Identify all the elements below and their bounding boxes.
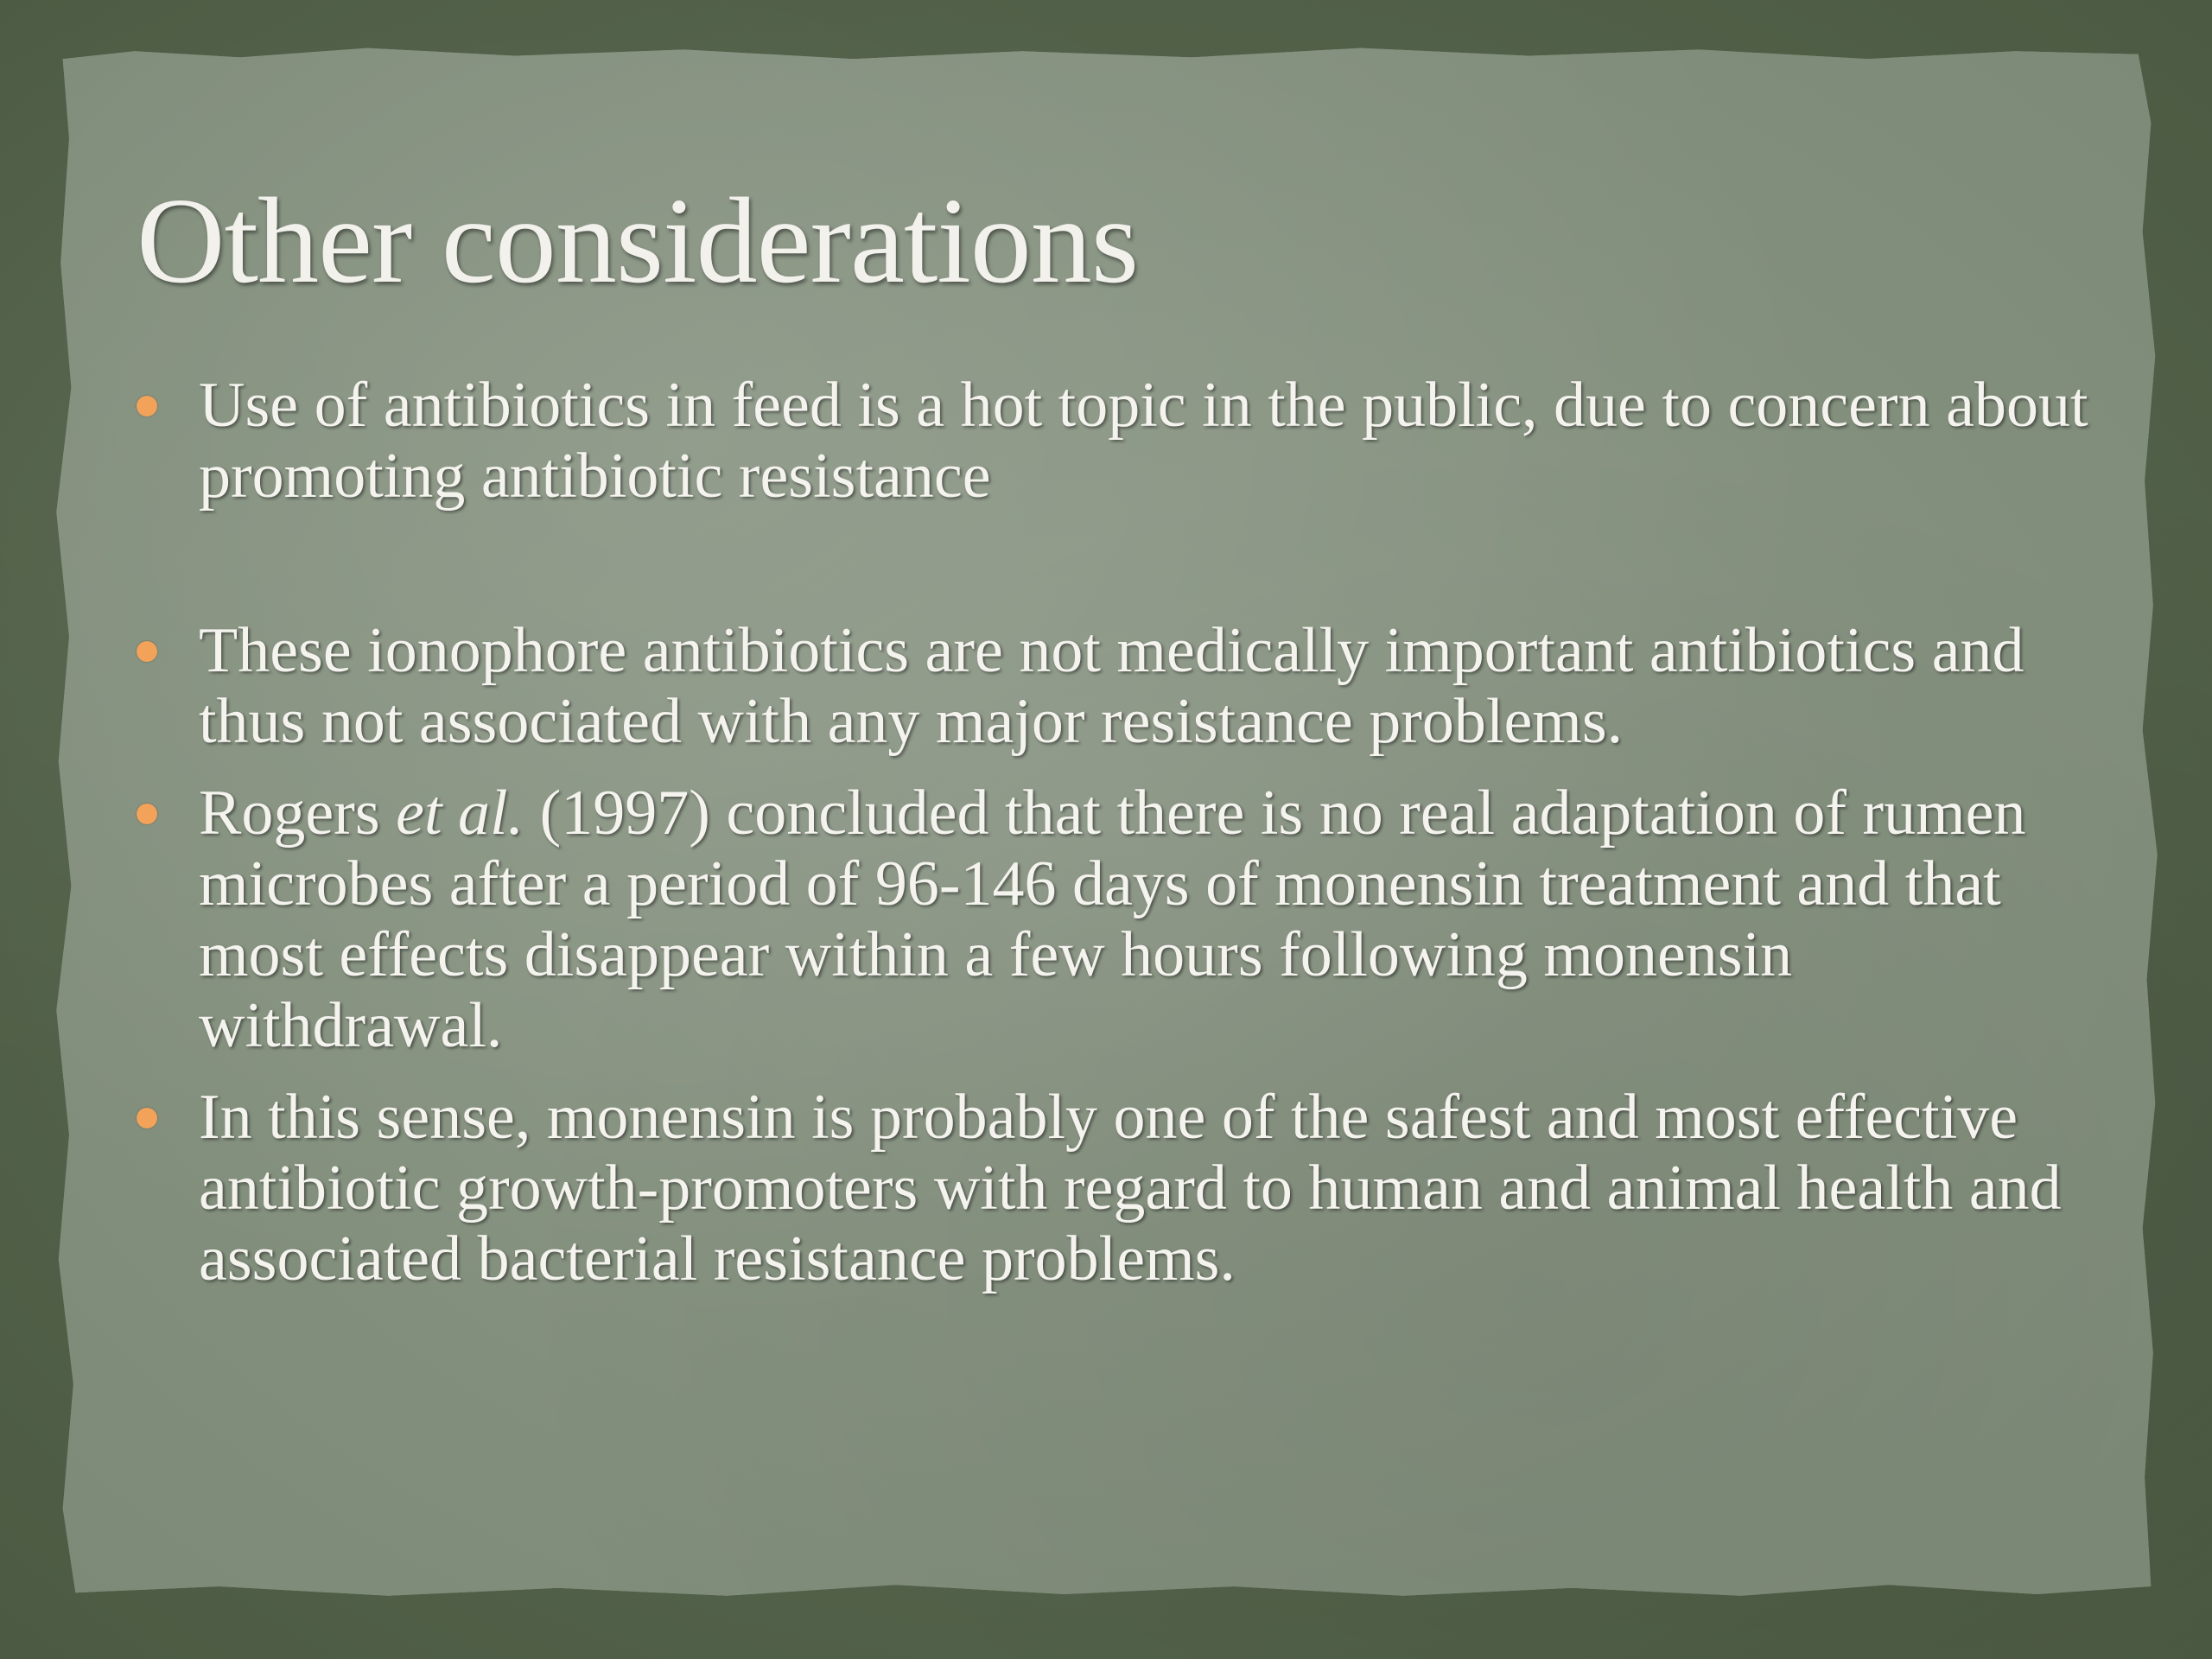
citation-italic: et al. (396, 778, 524, 849)
bullet-item (137, 1082, 2089, 1294)
slide-title: Other considerations (137, 172, 1139, 308)
bullet-text: In this sense, monensin is probably one of the safest and most effective antibiotic growth-promoters with regard to human and animal health and associated bacterial resistance problems. (199, 1082, 2062, 1294)
bullet-dot-icon (137, 396, 157, 416)
bullet-text: These ionophore antibiotics are not medically important antibiotics and thus not associated with any major resistance problems. (199, 615, 2024, 757)
bullet-list (137, 370, 2089, 1294)
bullet-item (137, 370, 2089, 512)
bullet-text-lead: Rogers (199, 778, 397, 849)
bullet-dot-icon (137, 641, 157, 662)
bullet-dot-icon (137, 804, 157, 824)
bullet-item (137, 615, 2089, 757)
bullet-text: Use of antibiotics in feed is a hot topic in the public, due to concern about promoting antibiotic resistance (199, 370, 2088, 512)
bullet-text-rest: (1997) concluded that there is no real adaptation of rumen microbes after a period of 96-146 days of monensin treatment and that most effects disappear within a few hours following monensin withdrawal. (199, 778, 2026, 1061)
bullet-item (137, 778, 2089, 1061)
bullet-dot-icon (137, 1108, 157, 1128)
